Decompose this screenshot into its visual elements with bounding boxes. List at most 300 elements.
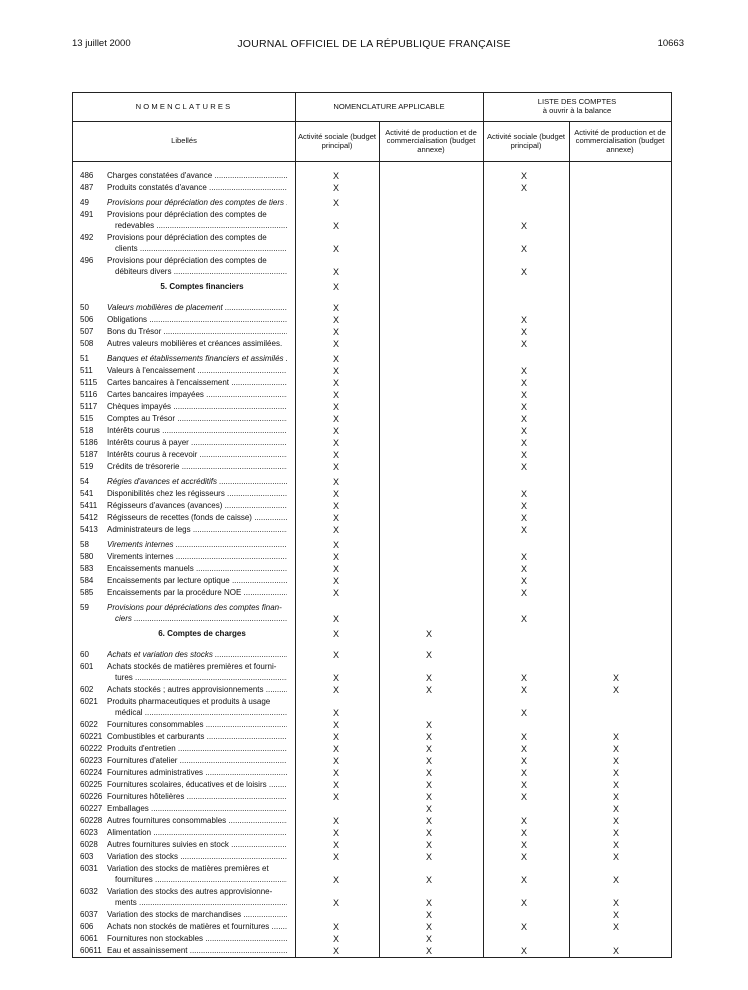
x-mark: X [332,378,339,388]
x-mark: X [520,183,527,193]
account-code: 6061 [80,934,98,943]
table-row [73,525,671,536]
x-mark: X [332,244,339,254]
x-mark: X [332,629,339,639]
account-label: Achats stockés de matières premières et fourni- [107,662,277,671]
account-label: Alimentation ..... [107,828,287,837]
account-label: Fournitures consommables ..... [107,720,287,729]
account-code: 60228 [80,816,103,825]
x-mark: X [332,922,339,932]
x-mark: X [520,614,527,624]
x-mark: X [332,366,339,376]
account-label: Disponibilités chez les régisseurs ..... [107,489,287,498]
account-label: Achats non stockés de matières et fournitures ..... [107,922,287,931]
x-mark: X [332,438,339,448]
x-mark: X [332,852,339,862]
x-mark: X [612,816,619,826]
table-row [73,315,671,326]
table-row [73,840,671,851]
x-mark: X [520,552,527,562]
x-mark: X [332,462,339,472]
x-mark: X [425,744,432,754]
x-mark: X [612,875,619,885]
x-mark: X [520,576,527,586]
account-label: Variation des stocks de marchandises ..... [107,910,287,919]
account-code: 486 [80,171,94,180]
table-row [73,864,671,886]
table-row [73,414,671,425]
table-row [73,489,671,500]
account-label: Provisions pour dépréciation des comptes de tiers ..... [107,198,287,207]
x-mark: X [520,564,527,574]
table-row [73,438,671,449]
account-label: Fournitures d'atelier ..... [107,756,287,765]
account-label: Banques et établissements financiers et assimilés ..... [107,354,287,363]
x-mark: X [520,744,527,754]
x-mark: X [332,720,339,730]
section-heading [73,629,671,640]
table-row [73,780,671,791]
account-code: 601 [80,662,94,671]
header-libelles: Libellés [171,136,197,146]
table-row [73,501,671,512]
x-mark: X [332,576,339,586]
x-mark: X [332,744,339,754]
account-label: Régisseurs de recettes (fonds de caisse) ..... [107,513,287,522]
x-mark: X [332,685,339,695]
x-mark: X [612,780,619,790]
x-mark: X [332,501,339,511]
x-mark: X [425,946,432,956]
table-row [73,450,671,461]
x-mark: X [332,732,339,742]
account-label: 6. Comptes de charges [158,629,246,638]
table-row [73,564,671,575]
x-mark: X [520,840,527,850]
account-code: 511 [80,366,93,375]
x-mark: X [520,756,527,766]
table-row [73,720,671,731]
account-label: Emballages ..... [107,804,287,813]
x-mark: X [520,685,527,695]
account-label: Autres fournitures consommables ..... [107,816,287,825]
account-label: Encaissements par la procédure NOE ..... [107,588,287,597]
table-row [73,697,671,719]
x-mark: X [332,315,339,325]
nomenclature-table [72,92,672,958]
table-row [73,804,671,815]
x-mark: X [425,629,432,639]
account-code: 6023 [80,828,98,837]
table-row [73,183,671,194]
x-mark: X [425,756,432,766]
account-code: 60 [80,650,89,659]
account-code: 5187 [80,450,98,459]
x-mark: X [612,922,619,932]
x-mark: X [425,780,432,790]
account-code: 60224 [80,768,103,777]
account-label: Chèques impayés ..... [107,402,287,411]
account-code: 51 [80,354,89,363]
account-code: 5413 [80,525,98,534]
table-row [73,768,671,779]
x-mark: X [332,564,339,574]
x-mark: X [332,171,339,181]
table-row [73,462,671,473]
account-label: Encaissements manuels ..... [107,564,287,573]
account-code: 492 [80,233,94,242]
header-liste-line2: à ouvrir à la balance [542,106,612,115]
x-mark: X [520,673,527,683]
account-code: 60221 [80,732,103,741]
table-row [73,922,671,933]
account-label: Variation des stocks ..... [107,852,287,861]
x-mark: X [425,673,432,683]
account-label: Bons du Trésor ..... [107,327,287,336]
account-code: 5116 [80,390,98,399]
account-code: 606 [80,922,94,931]
account-label-continued: ciers ..... [115,614,287,623]
x-mark: X [425,828,432,838]
x-mark: X [425,816,432,826]
account-code: 580 [80,552,94,561]
account-label: Fournitures non stockables ..... [107,934,287,943]
x-mark: X [332,756,339,766]
x-mark: X [520,875,527,885]
x-mark: X [332,708,339,718]
account-code: 59 [80,603,89,612]
account-code: 5412 [80,513,98,522]
account-code: 5186 [80,438,98,447]
table-row [73,946,671,957]
table-row [73,576,671,587]
header-title: JOURNAL OFFICIEL DE LA RÉPUBLIQUE FRANÇAISE [237,38,511,50]
x-mark: X [332,588,339,598]
x-mark: X [520,922,527,932]
x-mark: X [332,552,339,562]
account-code: 54 [80,477,89,486]
x-mark: X [332,816,339,826]
account-label: Achats et variation des stocks ..... [107,650,287,659]
x-mark: X [332,934,339,944]
account-label: Provisions pour dépréciations des comptes finan- [107,603,282,612]
x-mark: X [425,934,432,944]
x-mark: X [520,327,527,337]
table-row [73,378,671,389]
table-row [73,366,671,377]
table-row [73,744,671,755]
x-mark: X [425,650,432,660]
table-row [73,732,671,743]
table-row [73,934,671,945]
account-label: Valeurs à l'encaissement ..... [107,366,287,375]
table-row [73,256,671,278]
account-code: 6021 [80,697,98,706]
account-label: Produits d'entretien ..... [107,744,287,753]
account-code: 6037 [80,910,98,919]
x-mark: X [612,852,619,862]
x-mark: X [332,875,339,885]
account-code: 491 [80,210,94,219]
x-mark: X [520,792,527,802]
x-mark: X [332,402,339,412]
table-row [73,756,671,767]
account-label: Fournitures hôtelières ..... [107,792,287,801]
x-mark: X [332,540,339,550]
section-heading [73,282,671,293]
x-mark: X [332,198,339,208]
header-nomenclature-applicable: NOMENCLATURE APPLICABLE [333,101,445,111]
x-mark: X [332,221,339,231]
x-mark: X [332,614,339,624]
account-label-continued: ments ..... [115,898,287,907]
x-mark: X [612,898,619,908]
account-label: Régies d'avances et accréditifs ..... [107,477,287,486]
table-row [73,477,671,488]
account-code: 584 [80,576,94,585]
x-mark: X [520,450,527,460]
x-mark: X [425,804,432,814]
account-code: 6031 [80,864,98,873]
table-row [73,327,671,338]
x-mark: X [332,183,339,193]
table-row [73,339,671,350]
x-mark: X [520,402,527,412]
x-mark: X [612,732,619,742]
x-mark: X [425,768,432,778]
x-mark: X [612,946,619,956]
account-label: Combustibles et carburants ..... [107,732,287,741]
header-col-activite-sociale-1: Activité sociale (budget principal) [297,131,377,150]
account-code: 603 [80,852,94,861]
x-mark: X [520,315,527,325]
account-label: Fournitures scolaires, éducatives et de loisirs ..... [107,780,287,789]
account-code: 60222 [80,744,103,753]
table-row [73,354,671,365]
account-code: 60223 [80,756,103,765]
account-label: Virements internes ..... [107,540,287,549]
header-liste-line1: LISTE DES COMPTES [537,97,617,107]
x-mark: X [332,327,339,337]
x-mark: X [332,339,339,349]
x-mark: X [612,768,619,778]
account-label: Crédits de trésorerie ..... [107,462,287,471]
x-mark: X [612,910,619,920]
account-code: 5117 [80,402,98,411]
account-code: 5411 [80,501,98,510]
x-mark: X [520,171,527,181]
x-mark: X [520,414,527,424]
x-mark: X [425,922,432,932]
account-label-continued: tures ..... [115,673,287,682]
account-code: 6028 [80,840,98,849]
x-mark: X [612,744,619,754]
table-row [73,390,671,401]
table-row [73,910,671,921]
x-mark: X [520,898,527,908]
x-mark: X [520,946,527,956]
table-row [73,828,671,839]
table-row [73,685,671,696]
account-code: 583 [80,564,94,573]
x-mark: X [425,732,432,742]
account-code: 60225 [80,780,103,789]
table-row [73,426,671,437]
x-mark: X [520,501,527,511]
x-mark: X [332,898,339,908]
account-label: Provisions pour dépréciation des comptes de [107,210,267,219]
table-row [73,402,671,413]
account-code: 487 [80,183,94,192]
table-row [73,303,671,314]
account-code: 518 [80,426,94,435]
x-mark: X [520,828,527,838]
x-mark: X [520,513,527,523]
x-mark: X [425,852,432,862]
account-label: Variation des stocks des autres approvisionne- [107,887,273,896]
account-label: Charges constatées d'avance ..... [107,171,287,180]
account-code: 541 [80,489,94,498]
account-label: 5. Comptes financiers [160,282,244,291]
header-page-number: 10663 [657,38,684,49]
x-mark: X [332,489,339,499]
x-mark: X [520,339,527,349]
x-mark: X [520,426,527,436]
x-mark: X [520,489,527,499]
x-mark: X [425,875,432,885]
account-label: Cartes bancaires à l'encaissement ..... [107,378,287,387]
table-row [73,603,671,625]
header-date: 13 juillet 2000 [72,38,131,49]
x-mark: X [520,525,527,535]
table-row [73,650,671,661]
account-label: Eau et assainissement ..... [107,946,287,955]
x-mark: X [520,438,527,448]
table-row [73,210,671,232]
account-label: Encaissements par lecture optique ..... [107,576,287,585]
table-row [73,887,671,909]
table-row [73,171,671,182]
header-col-activite-production-2: Activité de production et de commercialisation (budget annexe) [574,127,666,154]
account-label: Autres fournitures suivies en stock ..... [107,840,287,849]
account-label: Intérêts courus à payer ..... [107,438,287,447]
x-mark: X [332,414,339,424]
account-code: 508 [80,339,94,348]
x-mark: X [612,840,619,850]
table-row [73,792,671,803]
table-row [73,588,671,599]
x-mark: X [612,673,619,683]
x-mark: X [332,792,339,802]
x-mark: X [332,354,339,364]
x-mark: X [425,910,432,920]
account-code: 515 [80,414,94,423]
account-code: 6032 [80,887,98,896]
account-code: 506 [80,315,94,324]
account-code: 585 [80,588,94,597]
account-label: Intérêts courus à recevoir ..... [107,450,287,459]
account-code: 496 [80,256,94,265]
table-row [73,662,671,684]
account-label: Provisions pour dépréciation des comptes de [107,233,267,242]
account-label: Autres valeurs mobilières et créances assimilées. [107,339,283,348]
table-row [73,552,671,563]
header-nomenclatures: NOMENCLATURES [135,101,233,111]
account-label-continued: débiteurs divers ..... [115,267,287,276]
x-mark: X [332,477,339,487]
x-mark: X [612,804,619,814]
x-mark: X [332,768,339,778]
account-code: 5115 [80,378,98,387]
account-label: Régisseurs d'avances (avances) ..... [107,501,287,510]
account-label-continued: redevables ..... [115,221,287,230]
x-mark: X [332,840,339,850]
table-row [73,852,671,863]
x-mark: X [332,673,339,683]
account-label-continued: clients ..... [115,244,287,253]
x-mark: X [425,840,432,850]
account-code: 60227 [80,804,103,813]
table-row [73,816,671,827]
x-mark: X [332,946,339,956]
x-mark: X [425,720,432,730]
header-divider [73,161,671,162]
account-label: Cartes bancaires impayées ..... [107,390,287,399]
account-label: Intérêts courus ..... [107,426,287,435]
x-mark: X [520,780,527,790]
header-liste-comptes [483,95,671,119]
x-mark: X [520,462,527,472]
x-mark: X [612,828,619,838]
account-label: Fournitures administratives ..... [107,768,287,777]
x-mark: X [520,244,527,254]
header-col-activite-sociale-2: Activité sociale (budget principal) [486,131,566,150]
x-mark: X [520,221,527,231]
x-mark: X [612,756,619,766]
account-label: Valeurs mobilières de placement ..... [107,303,287,312]
account-code: 49 [80,198,89,207]
account-label: Comptes au Trésor ..... [107,414,287,423]
account-label: Provisions pour dépréciation des comptes de [107,256,267,265]
account-code: 507 [80,327,94,336]
account-label: Obligations ..... [107,315,287,324]
x-mark: X [520,732,527,742]
x-mark: X [520,708,527,718]
account-label: Administrateurs de legs ..... [107,525,287,534]
x-mark: X [332,828,339,838]
account-label: Virements internes ..... [107,552,287,561]
table-row [73,198,671,209]
x-mark: X [612,685,619,695]
account-code: 60226 [80,792,103,801]
table-row [73,540,671,551]
x-mark: X [520,768,527,778]
header-col-activite-production-1: Activité de production et de commercialisation (budget annexe) [385,127,477,154]
x-mark: X [332,650,339,660]
account-code: 60611 [80,946,102,955]
account-code: 50 [80,303,89,312]
account-label: Produits pharmaceutiques et produits à usage [107,697,271,706]
x-mark: X [332,780,339,790]
account-label: Variation des stocks de matières premières et [107,864,269,873]
x-mark: X [332,390,339,400]
table-row [73,233,671,255]
account-label-continued: fournitures ..... [115,875,287,884]
x-mark: X [520,852,527,862]
x-mark: X [332,267,339,277]
x-mark: X [332,525,339,535]
x-mark: X [520,366,527,376]
